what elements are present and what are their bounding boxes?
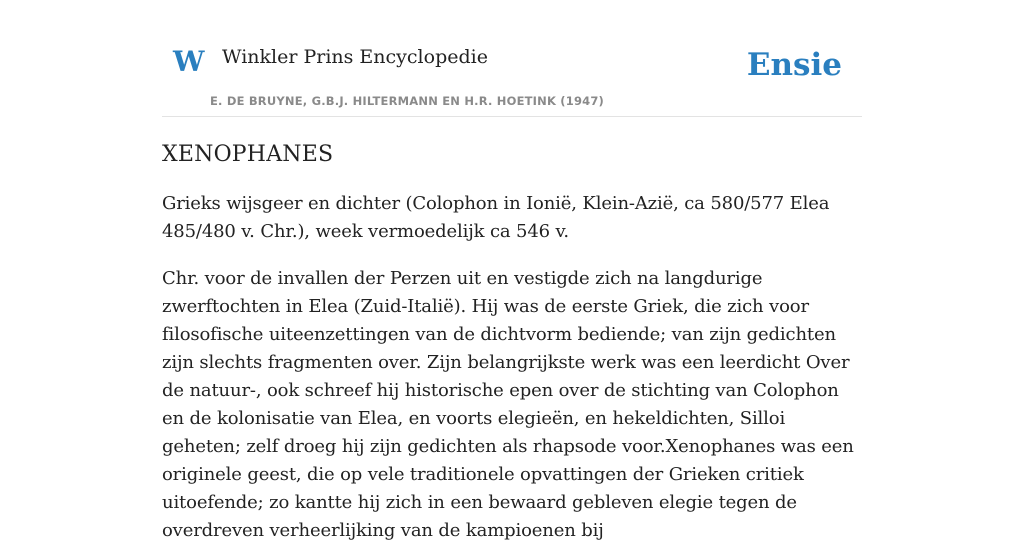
ensie-logo[interactable]: Ensie [746,47,842,83]
article-title: XENOPHANES [162,142,334,167]
article [162,140,862,545]
publication-title[interactable]: Winkler Prins Encyclopedie [222,46,488,68]
winkler-prins-logo[interactable]: W [173,45,205,78]
article-paragraph-1: Grieks wijsgeer en dichter (Colophon in Ionië, Klein-Azië, ca 580/577 Elea 485/480 v. Chr.), week vermoedelijk ca 546 v. [162,193,830,242]
article-paragraph-2: Chr. voor de invallen der Perzen uit en vestigde zich na langdurige zwerftochten in Elea (Zuid-Italië). Hij was de eerste Griek, die zich voor filosofische uiteenzettingen van de dichtvorm bediende; van zijn gedichten zijn slechts fragmenten over. Zijn belangrijkste werk was een leerdicht Over de natuur-, ook schreef hij historische epen over de stichting van Colophon en de kolonisatie van Elea, en voorts elegieën, en hekeldichten, Silloi geheten; zelf droeg hij zijn gedichten als rhapsode voor.Xenophanes was een originele geest, die op vele traditionele opvattingen der Grieken critiek uitoefende; zo kantte hij zich in een bewaard gebleven elegie tegen de overdreven verheerlijking van de kampioenen bij [162,268,854,541]
publication-authors: E. DE BRUYNE, G.B.J. HILTERMANN EN H.R. HOETINK (1947) [210,94,605,108]
site-header [162,0,862,117]
